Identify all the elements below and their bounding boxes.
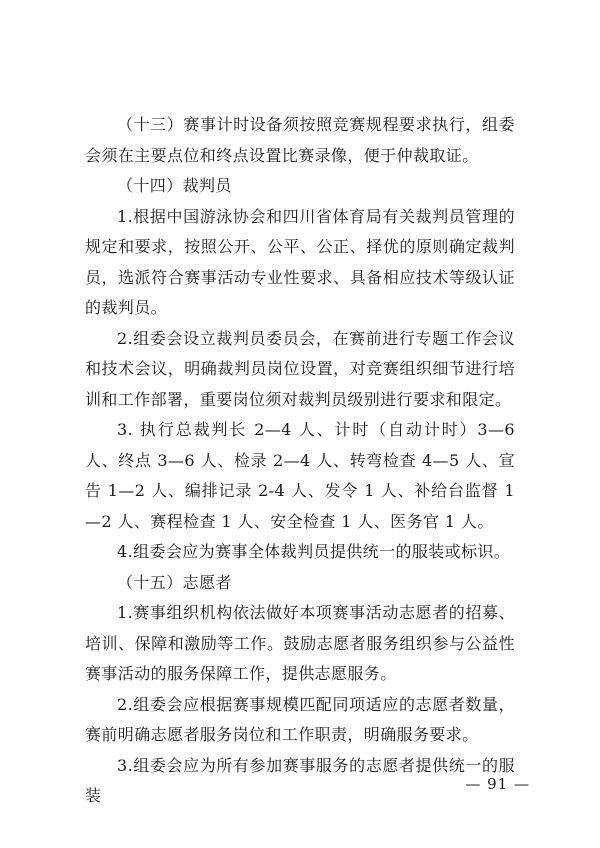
paragraph-15-3: 3.组委会应为所有参加赛事服务的志愿者提供统一的服装 (85, 755, 515, 805)
heading-15-volunteers: （十五）志愿者 (117, 572, 232, 592)
paragraph-14-3: 3. 执行总裁判长 2—4 人、计时（自动计时）3—6 人、终点 3—6 人、检录 2—4 人、转弯检查 4—5 人、宣告 1—2 人、编排记录 2-4 人、发令 1 人、补给台监督 1—2 人、赛程检查 1 人、安全检查 1 人、医务官 1 人。 (85, 420, 515, 531)
paragraph-14-2: 2.组委会设立裁判员委员会，在赛前进行专题工作会议和技术会议，明确裁判员岗位设置，对竞赛组织细节进行培训和工作部署，重要岗位须对裁判员级别进行要求和限定。 (85, 328, 515, 409)
paragraph-14-4: 4.组委会应为赛事全体裁判员提供统一的服装或标识。 (117, 542, 511, 561)
document-body (85, 110, 515, 812)
paragraph-14-1: 1.根据中国游泳协会和四川省体育局有关裁判员管理的规定和要求，按照公开、公平、公正、择优的原则确定裁判员，选派符合赛事活动专业性要求、具备相应技术等级认证的裁判员。 (85, 206, 515, 317)
paragraph-15-1: 1.赛事组织机构依法做好本项赛事活动志愿者的招募、培训、保障和激励等工作。鼓励志愿者服务组织参与公益性赛事活动的服务保障工作，提供志愿服务。 (85, 603, 515, 683)
heading-14-referees: （十四）裁判员 (117, 176, 232, 195)
paragraph-15-2: 2.组委会应根据赛事规模匹配同项适应的志愿者数量，赛前明确志愿者服务岗位和工作职责，明确服务要求。 (85, 694, 515, 744)
paragraph-13-timing: （十三）赛事计时设备须按照竞赛规程要求执行，组委会须在主要点位和终点设置比赛录像，便于仲裁取证。 (85, 115, 515, 165)
page-number: — 91 — (465, 775, 530, 793)
